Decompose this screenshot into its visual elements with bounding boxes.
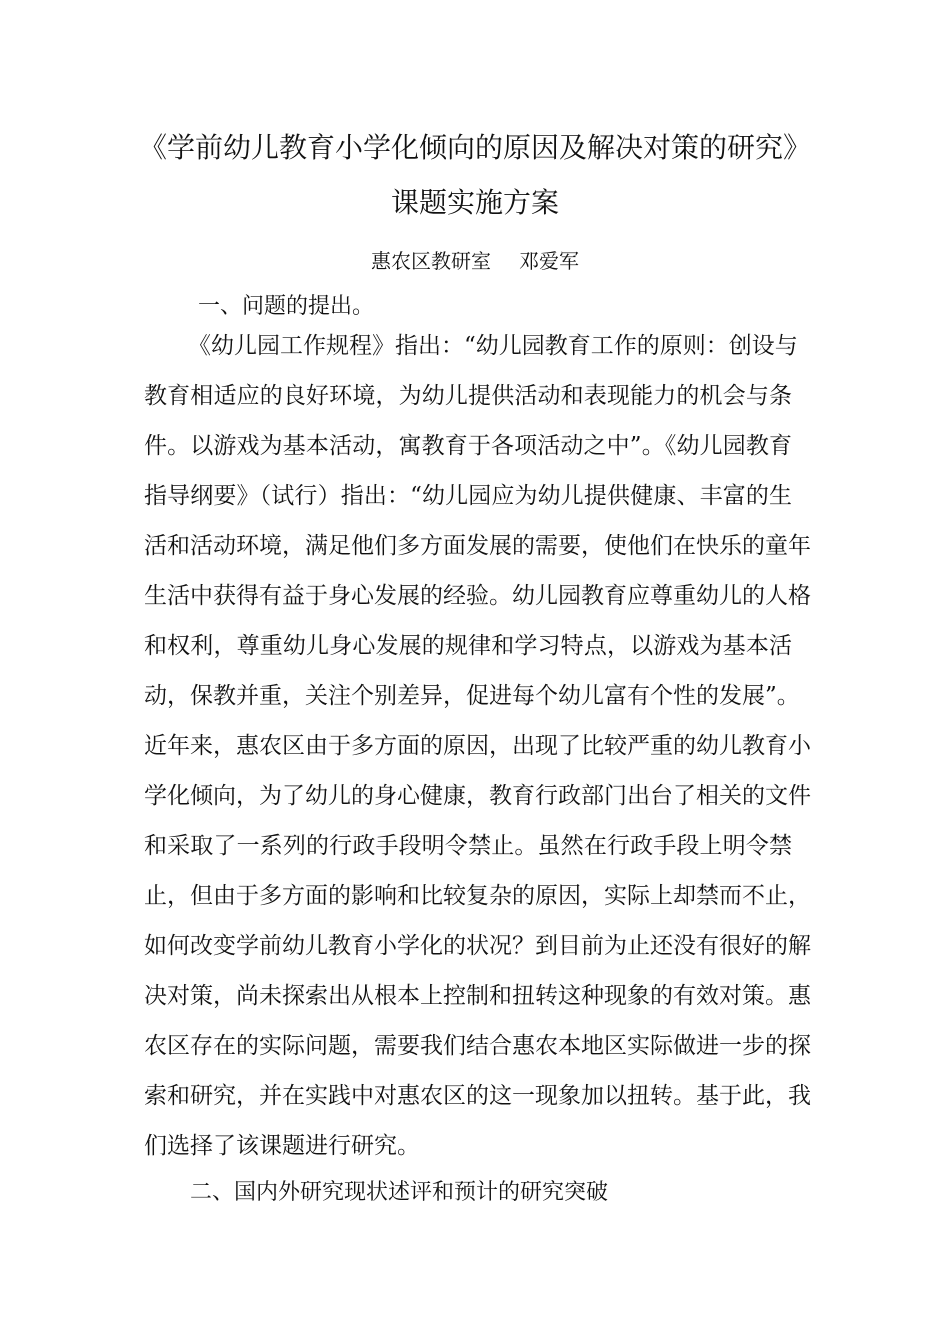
paragraph-line: 动，保教并重，关注个别差异，促进每个幼儿富有个性的发展”。 (144, 683, 800, 709)
paragraph-line: 活和活动环境，满足他们多方面发展的需要，使他们在快乐的童年 (144, 533, 811, 559)
paragraph-line: 《幼儿园工作规程》指出：“幼儿园教育工作的原则：创设与 (188, 333, 798, 359)
paragraph-line: 学化倾向，为了幼儿的身心健康，教育行政部门出台了相关的文件 (144, 783, 811, 809)
paragraph-line: 指导纲要》（试行）指出：“幼儿园应为幼儿提供健康、丰富的生 (144, 483, 792, 509)
author-name: 邓爱军 (519, 249, 579, 273)
paragraph-line: 们选择了该课题进行研究。 (144, 1133, 420, 1159)
paragraph-line: 和采取了一系列的行政手段明令禁止。虽然在行政手段上明令禁 (144, 833, 792, 859)
paragraph-line: 件。以游戏为基本活动，寓教育于各项活动之中”。《幼儿园教育 (144, 433, 792, 459)
section-heading-1: 一、问题的提出。 (198, 294, 375, 319)
document-title: 《学前幼儿教育小学化倾向的原因及解决对策的研究》 (138, 131, 811, 164)
paragraph-line: 生活中获得有益于身心发展的经验。幼儿园教育应尊重幼儿的人格 (144, 583, 811, 609)
paragraph-line: 和权利，尊重幼儿身心发展的规律和学习特点，以游戏为基本活 (144, 633, 792, 659)
paragraph-line: 决对策，尚未探索出从根本上控制和扭转这种现象的有效对策。惠 (144, 983, 811, 1009)
paragraph-line: 教育相适应的良好环境，为幼儿提供活动和表现能力的机会与条 (144, 383, 792, 409)
author-line (0, 246, 950, 276)
paragraph-line: 如何改变学前幼儿教育小学化的状况？到目前为止还没有很好的解 (144, 933, 811, 959)
paragraph-line: 止，但由于多方面的影响和比较复杂的原因，实际上却禁而不止， (144, 883, 811, 909)
author-organization: 惠农区教研室 (371, 249, 491, 273)
document-subtitle: 课题实施方案 (390, 186, 559, 219)
section-heading-2: 二、国内外研究现状述评和预计的研究突破 (190, 1180, 609, 1205)
paragraph-line: 索和研究，并在实践中对惠农区的这一现象加以扭转。基于此，我 (144, 1083, 811, 1109)
paragraph-line: 近年来，惠农区由于多方面的原因，出现了比较严重的幼儿教育小 (144, 733, 811, 759)
section-1-body (144, 326, 811, 1176)
paragraph-line: 农区存在的实际问题，需要我们结合惠农本地区实际做进一步的探 (144, 1033, 811, 1059)
